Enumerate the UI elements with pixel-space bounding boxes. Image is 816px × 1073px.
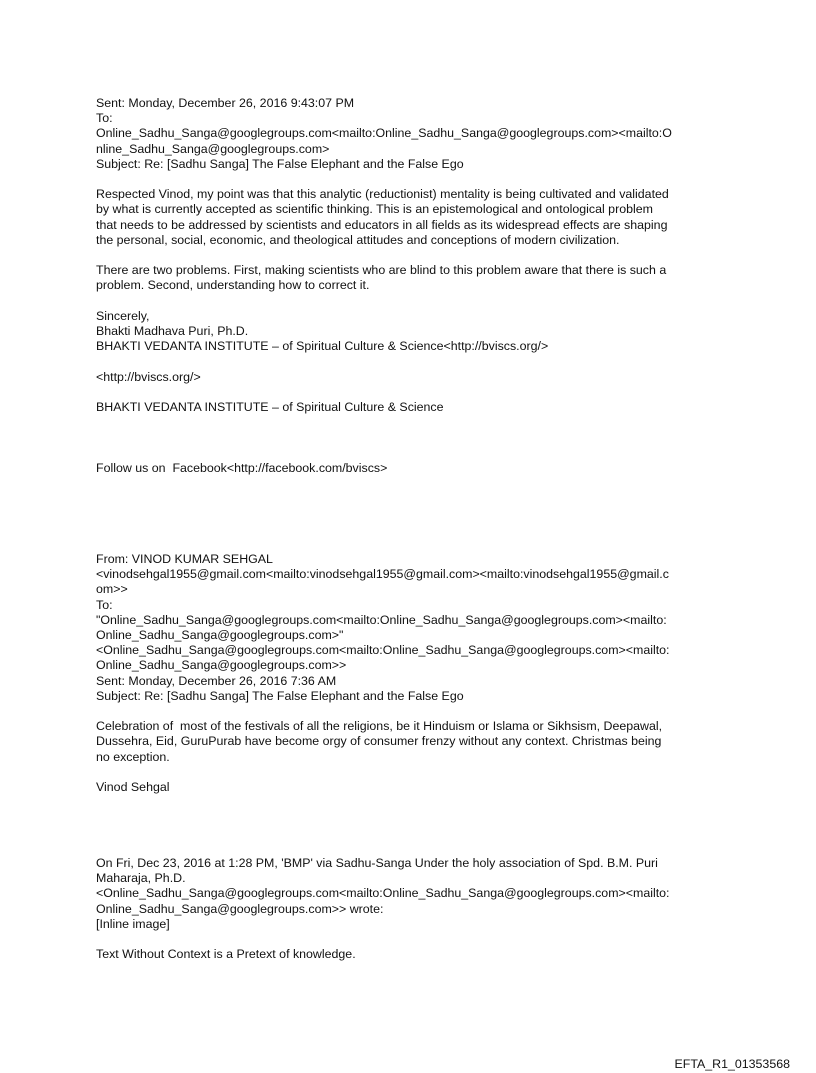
- reply1-institute-name: BHAKTI VEDANTA INSTITUTE – of Spiritual Culture & Science: [96, 399, 444, 414]
- reply3-quote: Text Without Context is a Pretext of knowledge.: [96, 947, 356, 962]
- email-document: [96, 96, 736, 962]
- reply1-subject-line: Subject: Re: [Sadhu Sanga] The False Elephant and the False Ego: [96, 156, 464, 171]
- reply2-from-address-line-2: <vinodsehgal1955@gmail.com<mailto:vinodsehgal1955@gmail.com><mailto:vinodsehgal1955@gmail.c: [96, 567, 669, 582]
- reply1-url-line: <http://bviscs.org/>: [96, 369, 201, 384]
- reply1-follow-line: Follow us on Facebook<http://facebook.com/bviscs>: [96, 460, 388, 475]
- reply1-body-paragraph-1-line-3: that needs to be addressed by scientists and educators in all fields as its widespread effects are shaping: [96, 217, 668, 232]
- reply1-to-address-line-1: Online_Sadhu_Sanga@googlegroups.com<mailto:Online_Sadhu_Sanga@googlegroups.com><mailto:O: [96, 126, 672, 141]
- reply1-body-paragraph-2-line-1: There are two problems. First, making scientists who are blind to this problem aware that there is such a: [96, 263, 667, 278]
- reply2-to-label: To:: [96, 597, 113, 612]
- reply1-body-paragraph-1-line-1: Respected Vinod, my point was that this analytic (reductionist) mentality is being cultivated and validated: [96, 187, 669, 202]
- reply3-inline-image-placeholder: [Inline image]: [96, 916, 170, 931]
- reply2-to-address-line-3: <Online_Sadhu_Sanga@googlegroups.com<mailto:Online_Sadhu_Sanga@googlegroups.com><mailto:: [96, 643, 670, 658]
- reply1-signoff: Sincerely,: [96, 308, 150, 323]
- reply2-body-line-1: Celebration of most of the festivals of all the religions, be it Hinduism or Islama or Sikhsism, Deepawal,: [96, 719, 663, 734]
- reply2-sent-line: Sent: Monday, December 26, 2016 7:36 AM: [96, 673, 337, 688]
- reply1-body-paragraph-1-line-4: the personal, social, economic, and theological attitudes and conceptions of modern civilization.: [96, 232, 620, 247]
- document-id: EFTA_R1_01353568: [674, 1057, 790, 1071]
- reply3-header-line-2: Maharaja, Ph.D.: [96, 871, 186, 886]
- reply2-signature: Vinod Sehgal: [96, 779, 170, 794]
- reply2-to-address-line-4: Online_Sadhu_Sanga@googlegroups.com>>: [96, 658, 347, 673]
- reply1-to-address-line-2: nline_Sadhu_Sanga@googlegroups.com>: [96, 141, 330, 156]
- reply2-to-address-line-2: Online_Sadhu_Sanga@googlegroups.com>": [96, 627, 344, 642]
- reply2-body-line-3: no exception.: [96, 749, 170, 764]
- reply2-body-line-2: Dussehra, Eid, GuruPurab have become orgy of consumer frenzy without any context. Christmas being: [96, 734, 662, 749]
- reply1-sender-name: Bhakti Madhava Puri, Ph.D.: [96, 324, 249, 338]
- reply2-subject-line: Subject: Re: [Sadhu Sanga] The False Elephant and the False Ego: [96, 688, 464, 703]
- reply1-institute-link: BHAKTI VEDANTA INSTITUTE – of Spiritual Culture & Science<http://bviscs.org/>: [96, 339, 549, 354]
- reply2-from-address-line-3: om>>: [96, 582, 128, 597]
- reply3-header-line-3: <Online_Sadhu_Sanga@googlegroups.com<mailto:Online_Sadhu_Sanga@googlegroups.com><mailto:: [96, 886, 670, 901]
- reply2-from-line: From: VINOD KUMAR SEHGAL: [96, 551, 273, 566]
- reply1-to-label: To:: [96, 111, 113, 126]
- reply1-body-paragraph-1-line-2: by what is currently accepted as scientific thinking. This is an epistemological and ontological problem: [96, 202, 653, 217]
- reply3-header-line-4: Online_Sadhu_Sanga@googlegroups.com>> wrote:: [96, 901, 384, 916]
- reply1-sent-line: Sent: Monday, December 26, 2016 9:43:07 PM: [96, 96, 355, 110]
- reply3-header-line-1: On Fri, Dec 23, 2016 at 1:28 PM, 'BMP' via Sadhu-Sanga Under the holy association of Spd. B.M. Puri: [96, 855, 658, 870]
- reply1-body-paragraph-2-line-2: problem. Second, understanding how to correct it.: [96, 278, 370, 293]
- reply2-to-address-line-1: "Online_Sadhu_Sanga@googlegroups.com<mailto:Online_Sadhu_Sanga@googlegroups.com><mailto:: [96, 612, 667, 627]
